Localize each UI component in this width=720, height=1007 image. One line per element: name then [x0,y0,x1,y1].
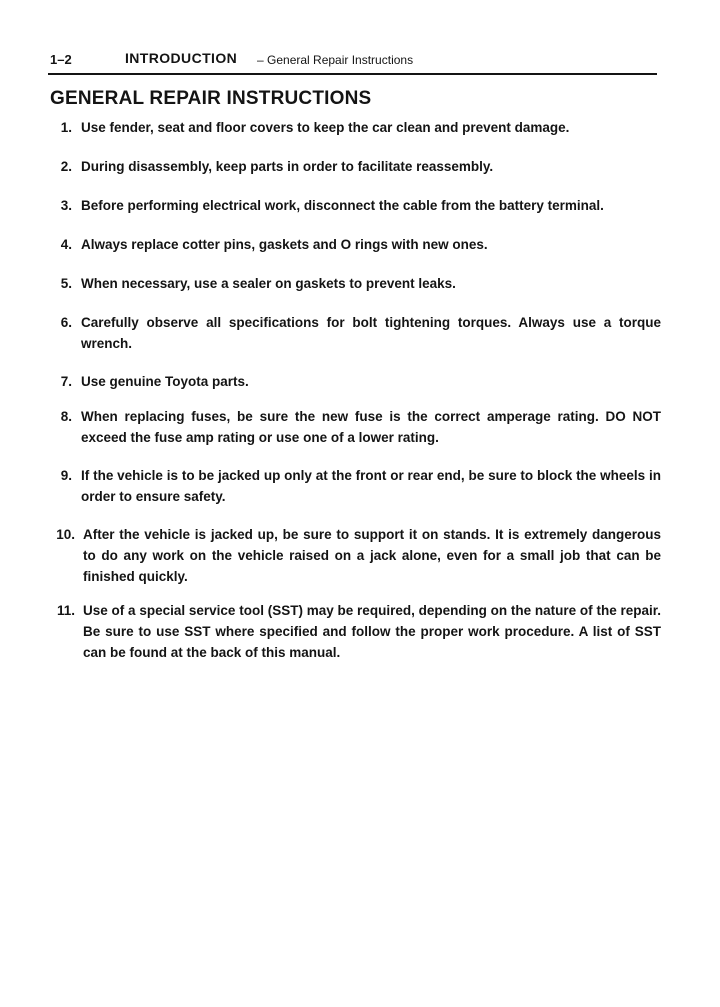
item-number: 8. [60,409,72,424]
subsection-name: – General Repair Instructions [257,53,414,67]
item-text: When replacing fuses, be sure the new fuse is the correct amperage rating. DO NOT exceed the fuse amp rating or use one of a lower rating. [81,409,661,445]
item-number: 6. [60,315,72,330]
item-text: Before performing electrical work, disconnect the cable from the battery terminal. [81,198,604,213]
item-text: Use fender, seat and floor covers to keep the car clean and prevent damage. [81,120,570,135]
item-number: 1. [60,120,72,135]
item-number: 5. [60,276,72,291]
item-number: 4. [60,237,72,252]
item-number: 10. [56,527,75,542]
item-text: If the vehicle is to be jacked up only at the front or rear end, be sure to block the wheels in order to ensure safety. [81,468,661,504]
item-text: Always replace cotter pins, gaskets and O rings with new ones. [81,237,488,252]
page-title: GENERAL REPAIR INSTRUCTIONS [50,88,372,109]
item-number: 3. [60,198,72,213]
item-text: During disassembly, keep parts in order to facilitate reassembly. [81,159,494,174]
item-text: Carefully observe all specifications for bolt tightening torques. Always use a torque wrench. [81,315,661,351]
header-rule [48,73,657,75]
item-number: 2. [60,159,72,174]
item-number: 11. [56,603,75,618]
item-text: When necessary, use a sealer on gaskets to prevent leaks. [81,276,456,291]
item-text: Use genuine Toyota parts. [81,374,249,389]
item-text: After the vehicle is jacked up, be sure to support it on stands. It is extremely dangerous to do any work on the vehicle raised on a jack alone, even for a small job that can be finished quickly. [83,527,661,584]
section-name: INTRODUCTION [125,50,238,66]
running-header [50,52,658,72]
item-text: Use of a special service tool (SST) may be required, depending on the nature of the repair. Be sure to use SST where specified and follow the proper work procedure. A list of SST can be found at the back of this manual. [83,603,661,660]
item-number: 9. [60,468,72,483]
item-number: 7. [60,374,72,389]
page-number: 1–2 [50,52,72,67]
